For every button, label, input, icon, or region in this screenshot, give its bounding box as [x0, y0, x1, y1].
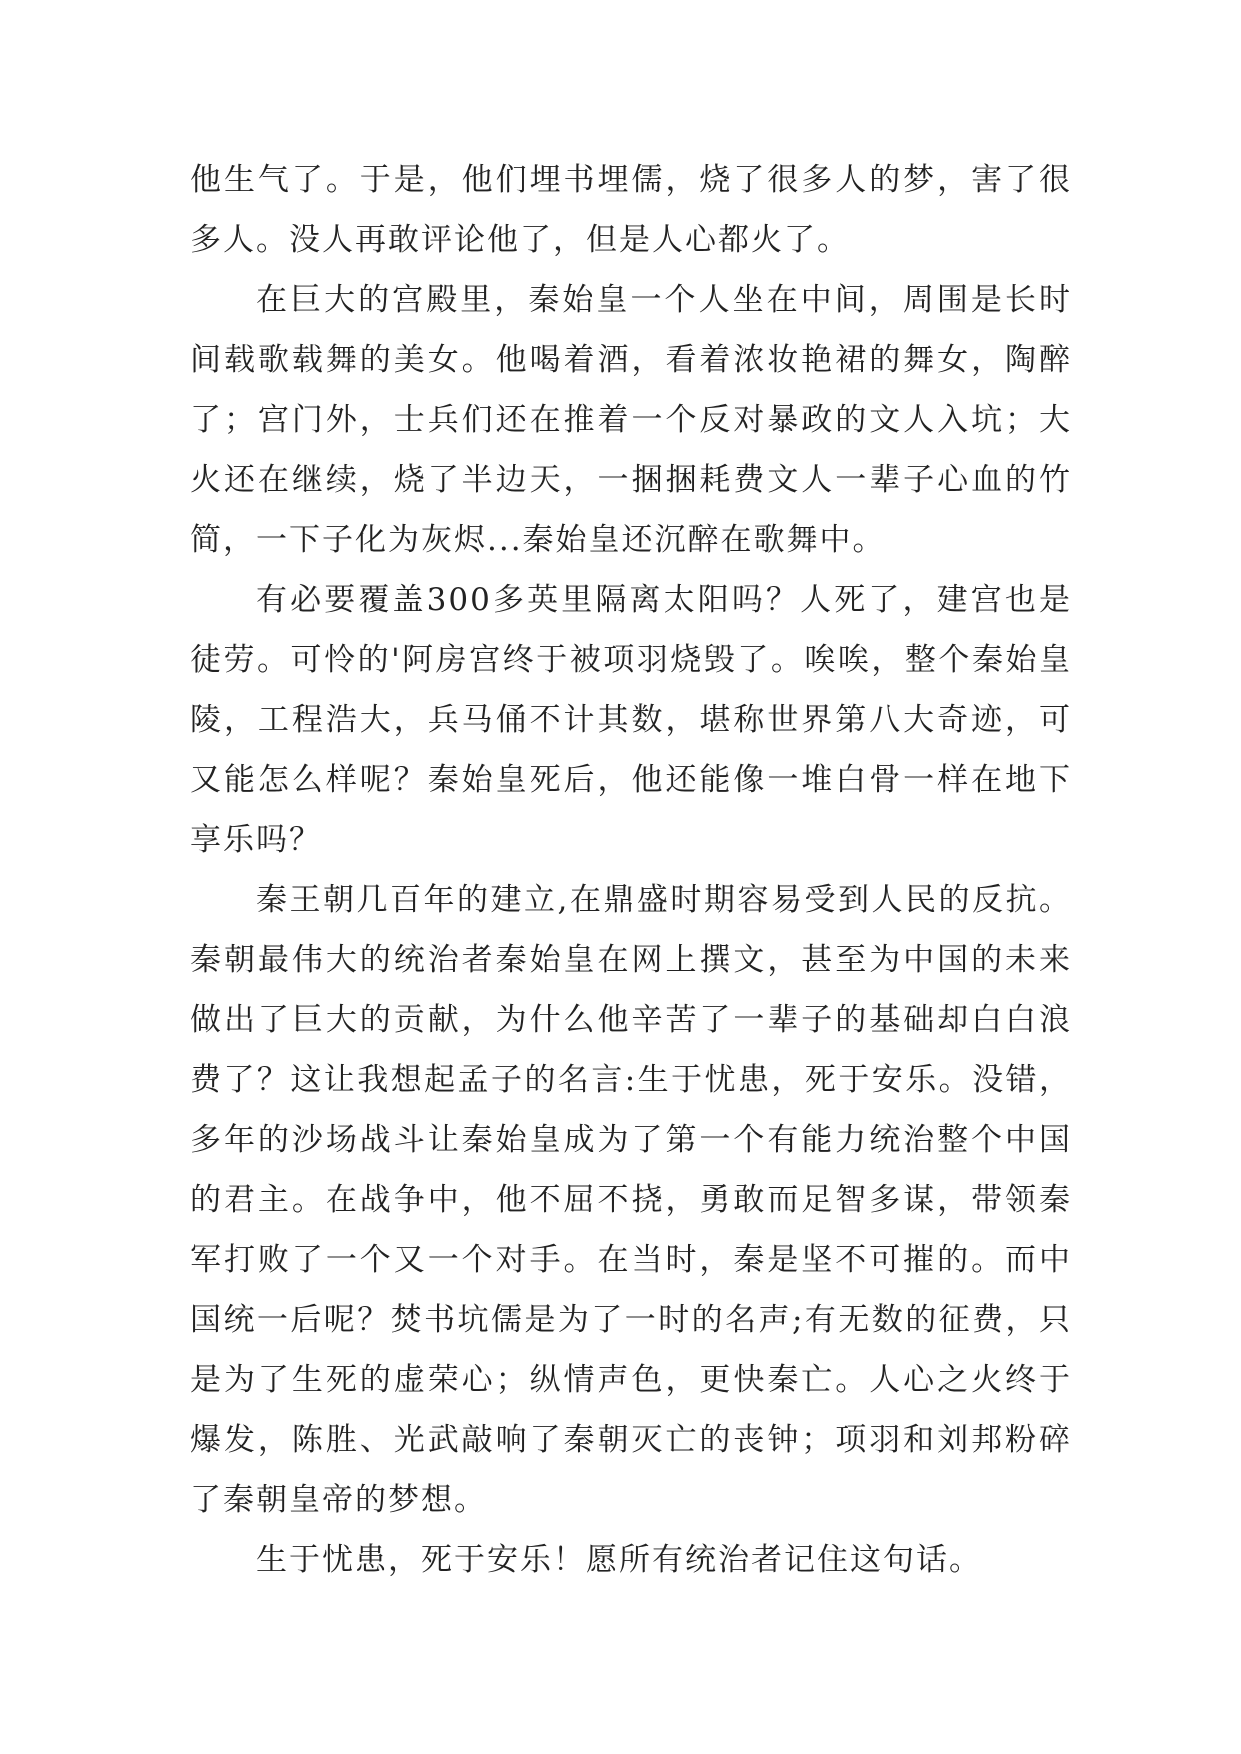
- paragraph-continuation: 他生气了。于是，他们埋书埋儒，烧了很多人的梦，害了很多人。没人再敢评论他了，但是人心都火了。: [190, 162, 1072, 258]
- paragraph-palace: 在巨大的宫殿里，秦始皇一个人坐在中间，周围是长时间载歌载舞的美女。他喝着酒，看着浓妆艳裙的舞女，陶醉了；宫门外，士兵们还在推着一个反对暴政的文人入坑；大火还在继续，烧了半边天，一捆捆耗费文人一辈子心血的竹简，一下子化为灰烬...秦始皇还沉醉在歌舞中。: [190, 282, 1072, 558]
- paragraph-qin-dynasty: 秦王朝几百年的建立,在鼎盛时期容易受到人民的反抗。秦朝最伟大的统治者秦始皇在网上撰文，甚至为中国的未来做出了巨大的贡献，为什么他辛苦了一辈子的基础却白白浪费了？这让我想起孟子的名言:生于忧患，死于安乐。没错，多年的沙场战斗让秦始皇成为了第一个有能力统治整个中国的君主。在战争中，他不屈不挠，勇敢而足智多谋，带领秦军打败了一个又一个对手。在当时，秦是坚不可摧的。而中国统一后呢？焚书坑儒是为了一时的名声;有无数的征费，只是为了生死的虚荣心；纵情声色，更快秦亡。人心之火终于爆发，陈胜、光武敲响了秦朝灭亡的丧钟；项羽和刘邦粉碎了秦朝皇帝的梦想。: [190, 882, 1072, 1518]
- paragraph-conclusion: 生于忧患，死于安乐！愿所有统治者记住这句话。: [256, 1542, 982, 1578]
- paragraph-epang-palace: 有必要覆盖300多英里隔离太阳吗？人死了，建宫也是徒劳。可怜的'阿房宫终于被项羽烧毁了。唉唉，整个秦始皇陵，工程浩大，兵马俑不计其数，堪称世界第八大奇迹，可又能怎么样呢？秦始皇死后，他还能像一堆白骨一样在地下享乐吗？: [190, 582, 1072, 858]
- article-body: [190, 150, 1072, 1590]
